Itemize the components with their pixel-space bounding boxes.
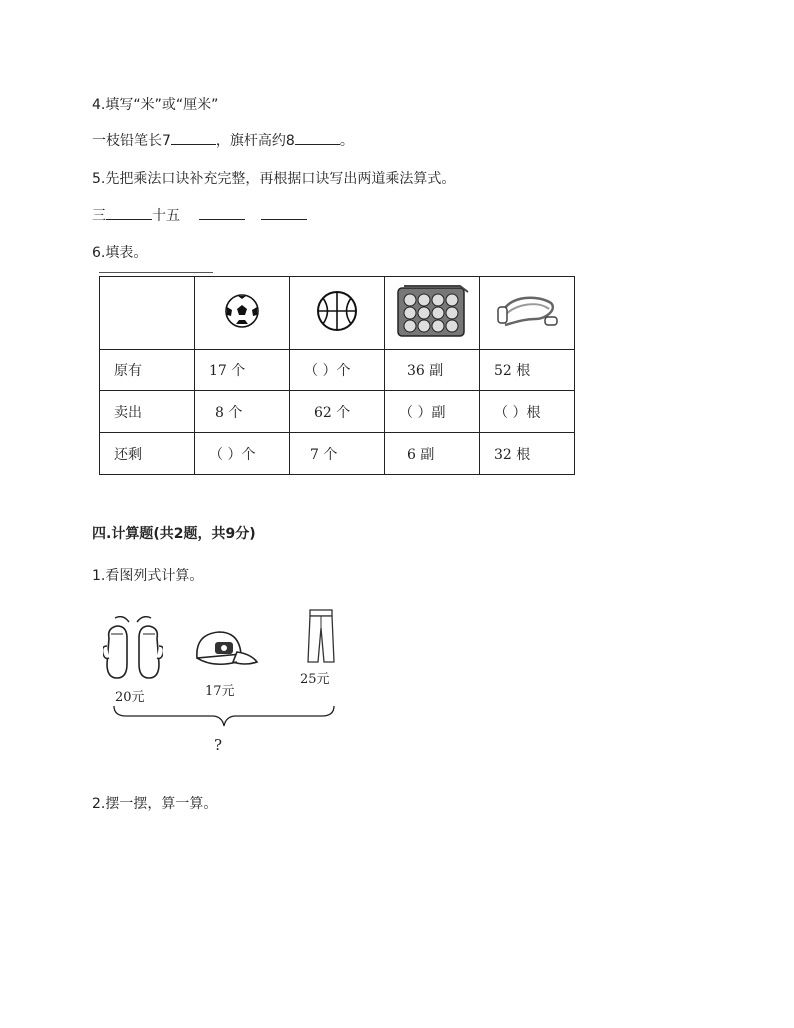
pants-icon <box>306 608 336 664</box>
table-row <box>100 433 575 475</box>
jump-rope-icon <box>495 289 559 333</box>
answer-blank[interactable] <box>295 132 340 145</box>
row-label: 原有 <box>100 350 195 391</box>
soccer-ball-icon <box>222 291 262 331</box>
answer-blank[interactable] <box>171 132 216 145</box>
table-cell <box>290 277 385 350</box>
divider <box>99 272 213 273</box>
price-mittens: 20元 <box>115 690 145 705</box>
q5-title: 5.先把乘法口诀补充完整，再根据口诀写出两道乘法算式。 <box>92 171 456 187</box>
table-row <box>100 350 575 391</box>
q5-line <box>92 205 307 225</box>
row-label: 卖出 <box>100 391 195 433</box>
answer-blank[interactable] <box>106 207 152 220</box>
q4-line-a: 一枝铅笔长7 <box>92 133 171 149</box>
row-label: 还剩 <box>100 433 195 475</box>
table-cell: 62 个 <box>290 391 385 433</box>
table-cell: 32 根 <box>480 433 575 475</box>
brace-icon <box>112 704 336 730</box>
q5-mid: 十五 <box>152 208 180 224</box>
fill-table <box>99 276 575 475</box>
table-cell: 8 个 <box>195 391 290 433</box>
table-cell[interactable]: （ ）副 <box>385 391 480 433</box>
table-cell <box>480 277 575 350</box>
table-cell: 7 个 <box>290 433 385 475</box>
calc2-title: 2.摆一摆，算一算。 <box>92 796 218 812</box>
calc1-title: 1.看图列式计算。 <box>92 568 204 584</box>
q4-line-b: ，旗杆高约8 <box>215 133 295 149</box>
table-cell: 17 个 <box>195 350 290 391</box>
q5-start: 三 <box>92 208 106 224</box>
box-of-balls-icon <box>394 282 470 340</box>
price-cap: 17元 <box>205 684 235 699</box>
q4-line-end: 。 <box>339 133 354 149</box>
table-cell: 36 副 <box>385 350 480 391</box>
table-row <box>100 277 575 350</box>
table-cell[interactable]: （ ）个 <box>195 433 290 475</box>
table-corner <box>100 277 195 350</box>
price-pants: 25元 <box>300 672 330 687</box>
table-cell <box>385 277 480 350</box>
basketball-icon <box>314 288 360 334</box>
mittens-icon <box>103 616 163 682</box>
answer-blank[interactable] <box>199 207 245 220</box>
table-cell: 6 副 <box>385 433 480 475</box>
table-cell[interactable]: （ ）根 <box>480 391 575 433</box>
q4-title: 4.填写“米”或“厘米” <box>92 97 219 113</box>
table-row <box>100 391 575 433</box>
question-mark: ? <box>214 736 223 754</box>
answer-blank[interactable] <box>261 207 307 220</box>
table-cell[interactable]: （ ）个 <box>290 350 385 391</box>
cap-icon <box>193 628 259 672</box>
q6-title: 6.填表。 <box>92 245 148 261</box>
q4-line <box>92 130 354 150</box>
section-title: 四.计算题(共2题，共9分) <box>92 526 256 542</box>
table-cell: 52 根 <box>480 350 575 391</box>
table-cell <box>195 277 290 350</box>
